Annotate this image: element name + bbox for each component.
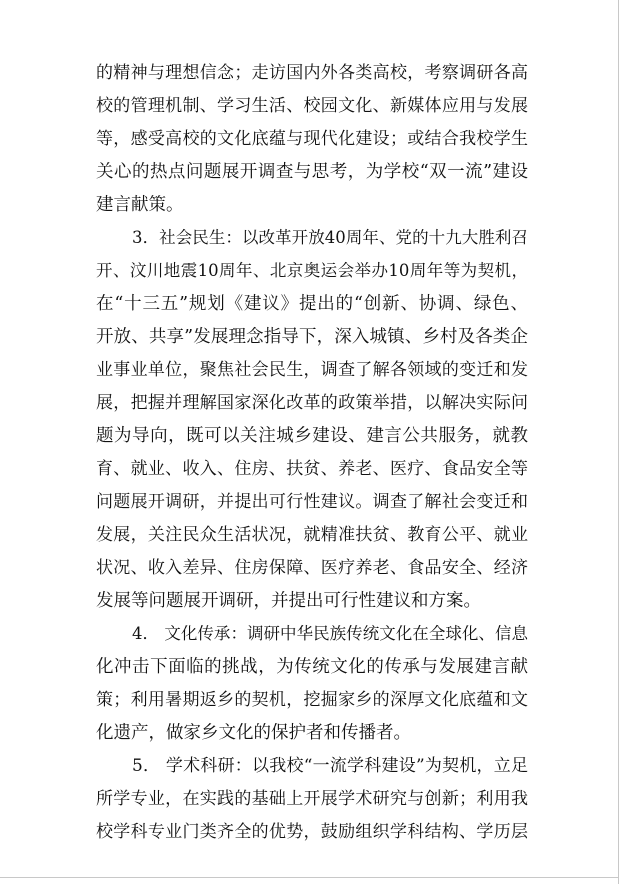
paragraph-line: 育、就业、收入、住房、扶贫、养老、医疗、食品安全等 xyxy=(96,459,528,479)
page-edge-bottom xyxy=(0,877,619,878)
paragraph-line: 等，感受高校的文化底蕴与现代化建设；或结合我校学生 xyxy=(96,129,528,149)
paragraph-line: 校学科专业门类齐全的优势，鼓励组织学科结构、学历层 xyxy=(96,822,528,842)
paragraph-line: 在“十三五”规划《建议》提出的“创新、协调、绿色、 xyxy=(96,294,528,314)
paragraph-line: 3．社会民生：以改革开放40周年、党的十九大胜利召 xyxy=(132,228,528,247)
paragraph-line: 策；利用暑期返乡的契机，挖掘家乡的深厚文化底蕴和文 xyxy=(96,690,528,710)
paragraph-line: 所学专业，在实践的基础上开展学术研究与创新；利用我 xyxy=(96,789,528,809)
paragraph-line: 开放、共享”发展理念指导下，深入城镇、乡村及各类企 xyxy=(96,327,528,347)
paragraph-line: 状况、收入差异、住房保障、医疗养老、食品安全、经济 xyxy=(96,558,528,578)
paragraph-line: 问题展开调研，并提出可行性建议。调查了解社会变迁和 xyxy=(96,492,528,512)
paragraph-line: 化冲击下面临的挑战，为传统文化的传承与发展建言献 xyxy=(96,657,528,677)
paragraph-line: 的精神与理想信念；走访国内外各类高校，考察调研各高 xyxy=(96,63,528,83)
paragraph-line: 开、汶川地震10周年、北京奥运会举办10周年等为契机， xyxy=(96,261,528,280)
paragraph-line: 发展，关注民众生活状况，就精准扶贫、教育公平、就业 xyxy=(96,525,528,545)
paragraph-line: 题为导向，既可以关注城乡建设、建言公共服务，就教 xyxy=(96,426,528,446)
paragraph-line: 建言献策。 xyxy=(96,195,184,215)
paragraph-line: 4． 文化传承：调研中华民族传统文化在全球化、信息 xyxy=(132,624,528,643)
paragraph-line: 化遗产，做家乡文化的保护者和传播者。 xyxy=(96,723,411,743)
paragraph-line: 发展等问题展开调研，并提出可行性建议和方案。 xyxy=(96,591,481,611)
paragraph-line: 校的管理机制、学习生活、校园文化、新媒体应用与发展 xyxy=(96,96,528,116)
paragraph-line: 业事业单位，聚焦社会民生，调查了解各领域的变迁和发 xyxy=(96,360,528,380)
page-edge-right xyxy=(618,0,619,884)
paragraph-line: 关心的热点问题展开调查与思考，为学校“双一流”建设 xyxy=(96,162,528,182)
paragraph-line: 展，把握并理解国家深化改革的政策举措，以解决实际问 xyxy=(96,393,528,413)
paragraph-line: 5． 学术科研：以我校“一流学科建设”为契机，立足 xyxy=(132,756,528,776)
